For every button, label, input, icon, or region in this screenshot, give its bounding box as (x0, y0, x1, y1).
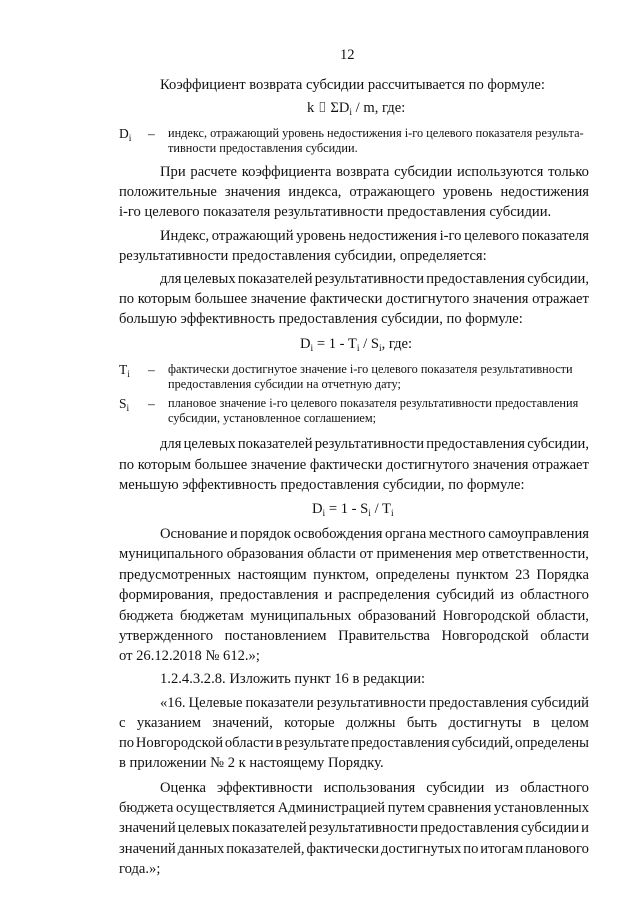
def-t-line2: предоставления субсидии на отчетную дату; (168, 377, 401, 391)
para8-line2: бюджета осуществляется Администрацией путем сравнения установленных (119, 800, 589, 816)
def-s-dash: – (148, 396, 155, 411)
para5-line6: утвержденного постановлением Правительства Новгородской области (119, 628, 589, 644)
def-d-dash: – (148, 126, 155, 141)
def-s-line1: плановое значение i-го целевого показателя результативности предоставления (168, 396, 579, 410)
def-t-line1: фактически достигнутое значение i-го целевого показателя результативности (168, 362, 573, 376)
para5-line2: муниципального образования области от применения мер ответственности, (119, 546, 589, 562)
para3-line2: по которым большее значение фактически достигнутого значения отражает (119, 291, 589, 307)
para2-line2: результативности предоставления субсидии, определяется: (119, 248, 487, 264)
def-t-dash: – (148, 362, 155, 377)
para5-line4: формирования, предоставления и распределения субсидий из областного (119, 587, 589, 603)
para7-line4: в приложении № 2 к настоящему Порядку. (119, 755, 384, 771)
def-s-symbol: $S_i$ (119, 396, 130, 414)
para6-line1: 1.2.4.3.2.8. Изложить пункт 16 в редакции: (160, 671, 426, 687)
para4-line3: меньшую эффективность предоставления субсидии, по формуле: (119, 477, 525, 493)
def-t-symbol: $T_i$ (119, 362, 130, 380)
para5-line5: бюджета бюджетам муниципальных образований Новгородской области, (119, 608, 589, 624)
para2-line1: Индекс, отражающий уровень недостижения i-го целевого показателя (160, 228, 589, 244)
para5-line3: предусмотренных настоящим пунктом, определены пунктом 23 Порядка (119, 567, 589, 583)
para8-line4: значений данных показателей, фактически достигнутых по итогам планового (119, 841, 589, 857)
para5-line7: от 26.12.2018 № 612.»; (119, 648, 260, 664)
para8-line5: года.»; (119, 861, 161, 877)
para5-line1: Основание и порядок освобождения органа местного самоуправления (160, 526, 589, 542)
para1-line3: i-го целевого показателя результативности предоставления субсидии. (119, 204, 552, 220)
para3-line3: большую эффективность предоставления субсидии, по формуле: (119, 311, 523, 327)
para7-line3: по Новгородской области в результате предоставления субсидий, определены (119, 735, 589, 751)
para4-line1: для целевых показателей результативности предоставления субсидии, (160, 436, 589, 452)
para4-line2: по которым большее значение фактически достигнутого значения отражает (119, 457, 589, 473)
para1-line2: положительные значения индекса, отражающего уровень недостижения (119, 184, 589, 200)
para8-line1: Оценка эффективности использования субсидии из областного (160, 780, 589, 796)
def-s-line2: субсидии, установленное соглашением; (168, 411, 377, 425)
para7-line2: с указанием значений, которые должны быть достигнуты в целом (119, 715, 589, 731)
para7-line1: «16. Целевые показатели результативности предоставления субсидий (160, 695, 589, 711)
intro-line: Коэффициент возврата субсидии рассчитывается по формуле: (160, 77, 545, 93)
def-d-line1: индекс, отражающий уровень недостижения i-го целевого показателя результа- (168, 126, 584, 140)
formula-k: k ⌷ $\Sigma D_i$ / m, где: (307, 100, 406, 118)
page-number: 12 (340, 47, 355, 63)
formula-d2: $D_i = 1 - S_i / T_i$ (312, 501, 394, 519)
para3-line1: для целевых показателей результативности предоставления субсидии, (160, 271, 589, 287)
para1-line1: При расчете коэффициента возврата субсидии используются только (160, 164, 589, 180)
def-d-symbol: $D_i$ (119, 126, 132, 144)
para8-line3: значений целевых показателей результативности предоставления субсидии и (119, 820, 589, 836)
formula-d1: $D_i = 1 - T_i / S_i$, где: (300, 336, 413, 354)
def-d-line2: тивности предоставления субсидии. (168, 141, 358, 155)
